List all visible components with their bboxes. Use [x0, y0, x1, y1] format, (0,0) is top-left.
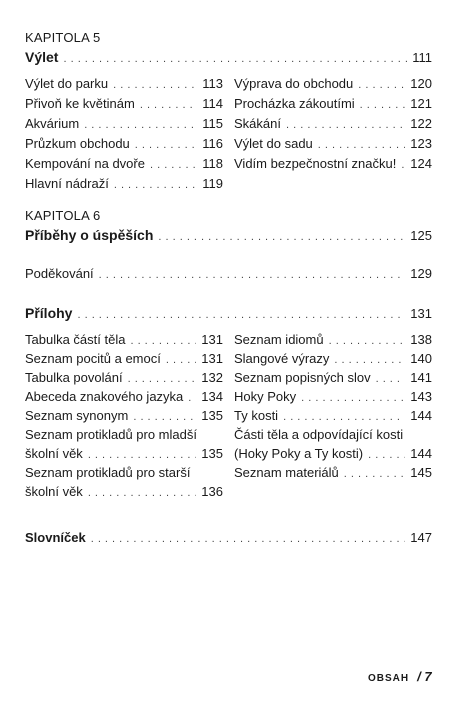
toc-entry[interactable]	[234, 446, 432, 461]
dot-leader	[334, 354, 405, 366]
entry-title: Skákání	[234, 116, 281, 131]
glossary-entry[interactable]	[25, 530, 432, 545]
entry-page: 124	[410, 156, 432, 171]
page-number: / 7	[417, 669, 432, 684]
appendix-title: Přílohy	[25, 305, 73, 321]
toc-entry[interactable]	[25, 408, 223, 423]
entry-title: Přivoň ke květinám	[25, 96, 135, 111]
dot-leader	[166, 354, 196, 366]
dot-leader	[130, 335, 196, 347]
toc-entry[interactable]	[25, 96, 223, 111]
entry-page: 115	[202, 116, 223, 131]
toc-entry[interactable]	[25, 446, 223, 461]
footer-section: OBSAH	[368, 673, 410, 684]
chapter-6-page: 125	[410, 228, 432, 243]
dot-leader	[77, 309, 405, 321]
dot-leader	[128, 373, 197, 385]
toc-entry[interactable]	[25, 370, 223, 385]
toc-entry[interactable]	[234, 389, 432, 404]
toc-entry[interactable]	[25, 351, 223, 366]
toc-entry[interactable]	[234, 116, 432, 131]
toc-entry[interactable]	[25, 176, 223, 191]
page-footer	[368, 669, 432, 684]
dot-leader	[113, 79, 197, 91]
entry-title: Akvárium	[25, 116, 80, 131]
entry-page: 132	[201, 370, 223, 385]
toc-entry[interactable]	[234, 156, 432, 171]
entry-title: Výlet do parku	[25, 76, 109, 91]
entry-page: 118	[202, 156, 223, 171]
entry-title-line1: Části těla a odpovídající kosti	[234, 427, 404, 442]
dot-leader	[301, 392, 405, 404]
acknowledgements-title: Poděkování	[25, 266, 94, 281]
entry-page: 114	[202, 96, 223, 111]
toc-entry[interactable]	[25, 389, 223, 404]
entry-title: Výprava do obchodu	[234, 76, 354, 91]
entry-title: Seznam popisných slov	[234, 370, 371, 385]
entry-page: 144	[410, 408, 432, 423]
dot-leader	[135, 139, 197, 151]
entry-page: 113	[202, 76, 223, 91]
chapter-6-label: KAPITOLA 6	[25, 208, 101, 223]
entry-title: Hoky Poky	[234, 389, 297, 404]
entry-title: Slangové výrazy	[234, 351, 330, 366]
entry-title: (Hoky Poky a Ty kosti)	[234, 446, 364, 461]
toc-entry[interactable]	[25, 116, 223, 131]
toc-entry[interactable]	[25, 76, 223, 91]
entry-page: 143	[410, 389, 432, 404]
entry-page: 140	[410, 351, 432, 366]
dot-leader	[358, 79, 405, 91]
entry-page: 135	[201, 446, 223, 461]
toc-entry[interactable]	[234, 76, 432, 91]
toc-entry[interactable]	[234, 96, 432, 111]
entry-page: 138	[410, 332, 432, 347]
appendix-heading[interactable]	[25, 305, 432, 321]
entry-title: Vidím bezpečnostní značku!	[234, 156, 397, 171]
dot-leader	[376, 373, 406, 385]
toc-entry[interactable]	[234, 370, 432, 385]
entry-page: 144	[410, 446, 432, 461]
entry-title: Seznam idiomů	[234, 332, 324, 347]
dot-leader	[63, 53, 407, 65]
dot-leader	[329, 335, 406, 347]
toc-entry[interactable]	[25, 136, 223, 151]
toc-entry[interactable]	[25, 332, 223, 347]
dot-leader	[84, 119, 197, 131]
entry-title: Seznam synonym	[25, 408, 129, 423]
chapter-6-title: Příběhy o úspěších	[25, 227, 154, 243]
entry-title: Výlet do sadu	[234, 136, 313, 151]
entry-page: 119	[202, 176, 223, 191]
dot-leader	[318, 139, 406, 151]
entry-page: 145	[410, 465, 432, 480]
dot-leader	[158, 231, 405, 243]
chapter-6-heading[interactable]	[25, 227, 432, 243]
entry-title: školní věk	[25, 446, 83, 461]
acknowledgements-page: 129	[410, 266, 432, 281]
toc-entry[interactable]	[234, 136, 432, 151]
entry-title: Tabulka částí těla	[25, 332, 126, 347]
appendix-page: 131	[410, 306, 432, 321]
entry-title: Průzkum obchodu	[25, 136, 130, 151]
chapter-5-page: 111	[412, 50, 432, 65]
dot-leader	[99, 269, 406, 281]
entry-page: 116	[202, 136, 223, 151]
entry-page: 122	[410, 116, 432, 131]
dot-leader	[150, 159, 197, 171]
toc-entry[interactable]	[234, 332, 432, 347]
dot-leader	[88, 487, 196, 499]
toc-entry[interactable]	[234, 351, 432, 366]
dot-leader	[344, 468, 406, 480]
entry-page: 123	[410, 136, 432, 151]
dot-leader	[286, 119, 405, 131]
entry-page: 134	[201, 389, 223, 404]
entry-title: Abeceda znakového jazyka	[25, 389, 184, 404]
entry-page: 136	[201, 484, 223, 499]
entry-page: 141	[410, 370, 432, 385]
dot-leader	[401, 159, 405, 171]
chapter-5-label: KAPITOLA 5	[25, 30, 101, 45]
dot-leader	[114, 179, 197, 191]
dot-leader	[133, 411, 196, 423]
entry-title: Seznam materiálů	[234, 465, 339, 480]
entry-title: Hlavní nádraží	[25, 176, 109, 191]
dot-leader	[368, 449, 405, 461]
entry-page: 131	[201, 332, 223, 347]
entry-page: 121	[410, 96, 432, 111]
entry-title: Seznam pocitů a emocí	[25, 351, 161, 366]
entry-page: 120	[410, 76, 432, 91]
entry-title: Kempování na dvoře	[25, 156, 145, 171]
toc-entry[interactable]	[25, 156, 223, 171]
chapter-5-heading[interactable]	[25, 49, 432, 65]
toc-entry[interactable]	[234, 465, 432, 480]
entry-title-line1: Seznam protikladů pro starší	[25, 465, 191, 480]
entry-title-line1: Seznam protikladů pro mladší	[25, 427, 197, 442]
dot-leader	[360, 99, 406, 111]
entry-page: 131	[201, 351, 223, 366]
entry-title: Tabulka povolání	[25, 370, 123, 385]
entry-title: Ty kosti	[234, 408, 279, 423]
toc-entry[interactable]	[234, 408, 432, 423]
dot-leader	[283, 411, 405, 423]
dot-leader	[88, 449, 196, 461]
toc-entry[interactable]	[25, 484, 223, 499]
chapter-5-title: Výlet	[25, 49, 59, 65]
dot-leader	[91, 533, 406, 545]
entry-title: školní věk	[25, 484, 83, 499]
dot-leader	[140, 99, 197, 111]
glossary-page: 147	[410, 530, 432, 545]
acknowledgements-entry[interactable]	[25, 266, 432, 281]
glossary-title: Slovníček	[25, 530, 86, 545]
dot-leader	[188, 392, 196, 404]
entry-title: Procházka zákoutími	[234, 96, 355, 111]
entry-page: 135	[201, 408, 223, 423]
